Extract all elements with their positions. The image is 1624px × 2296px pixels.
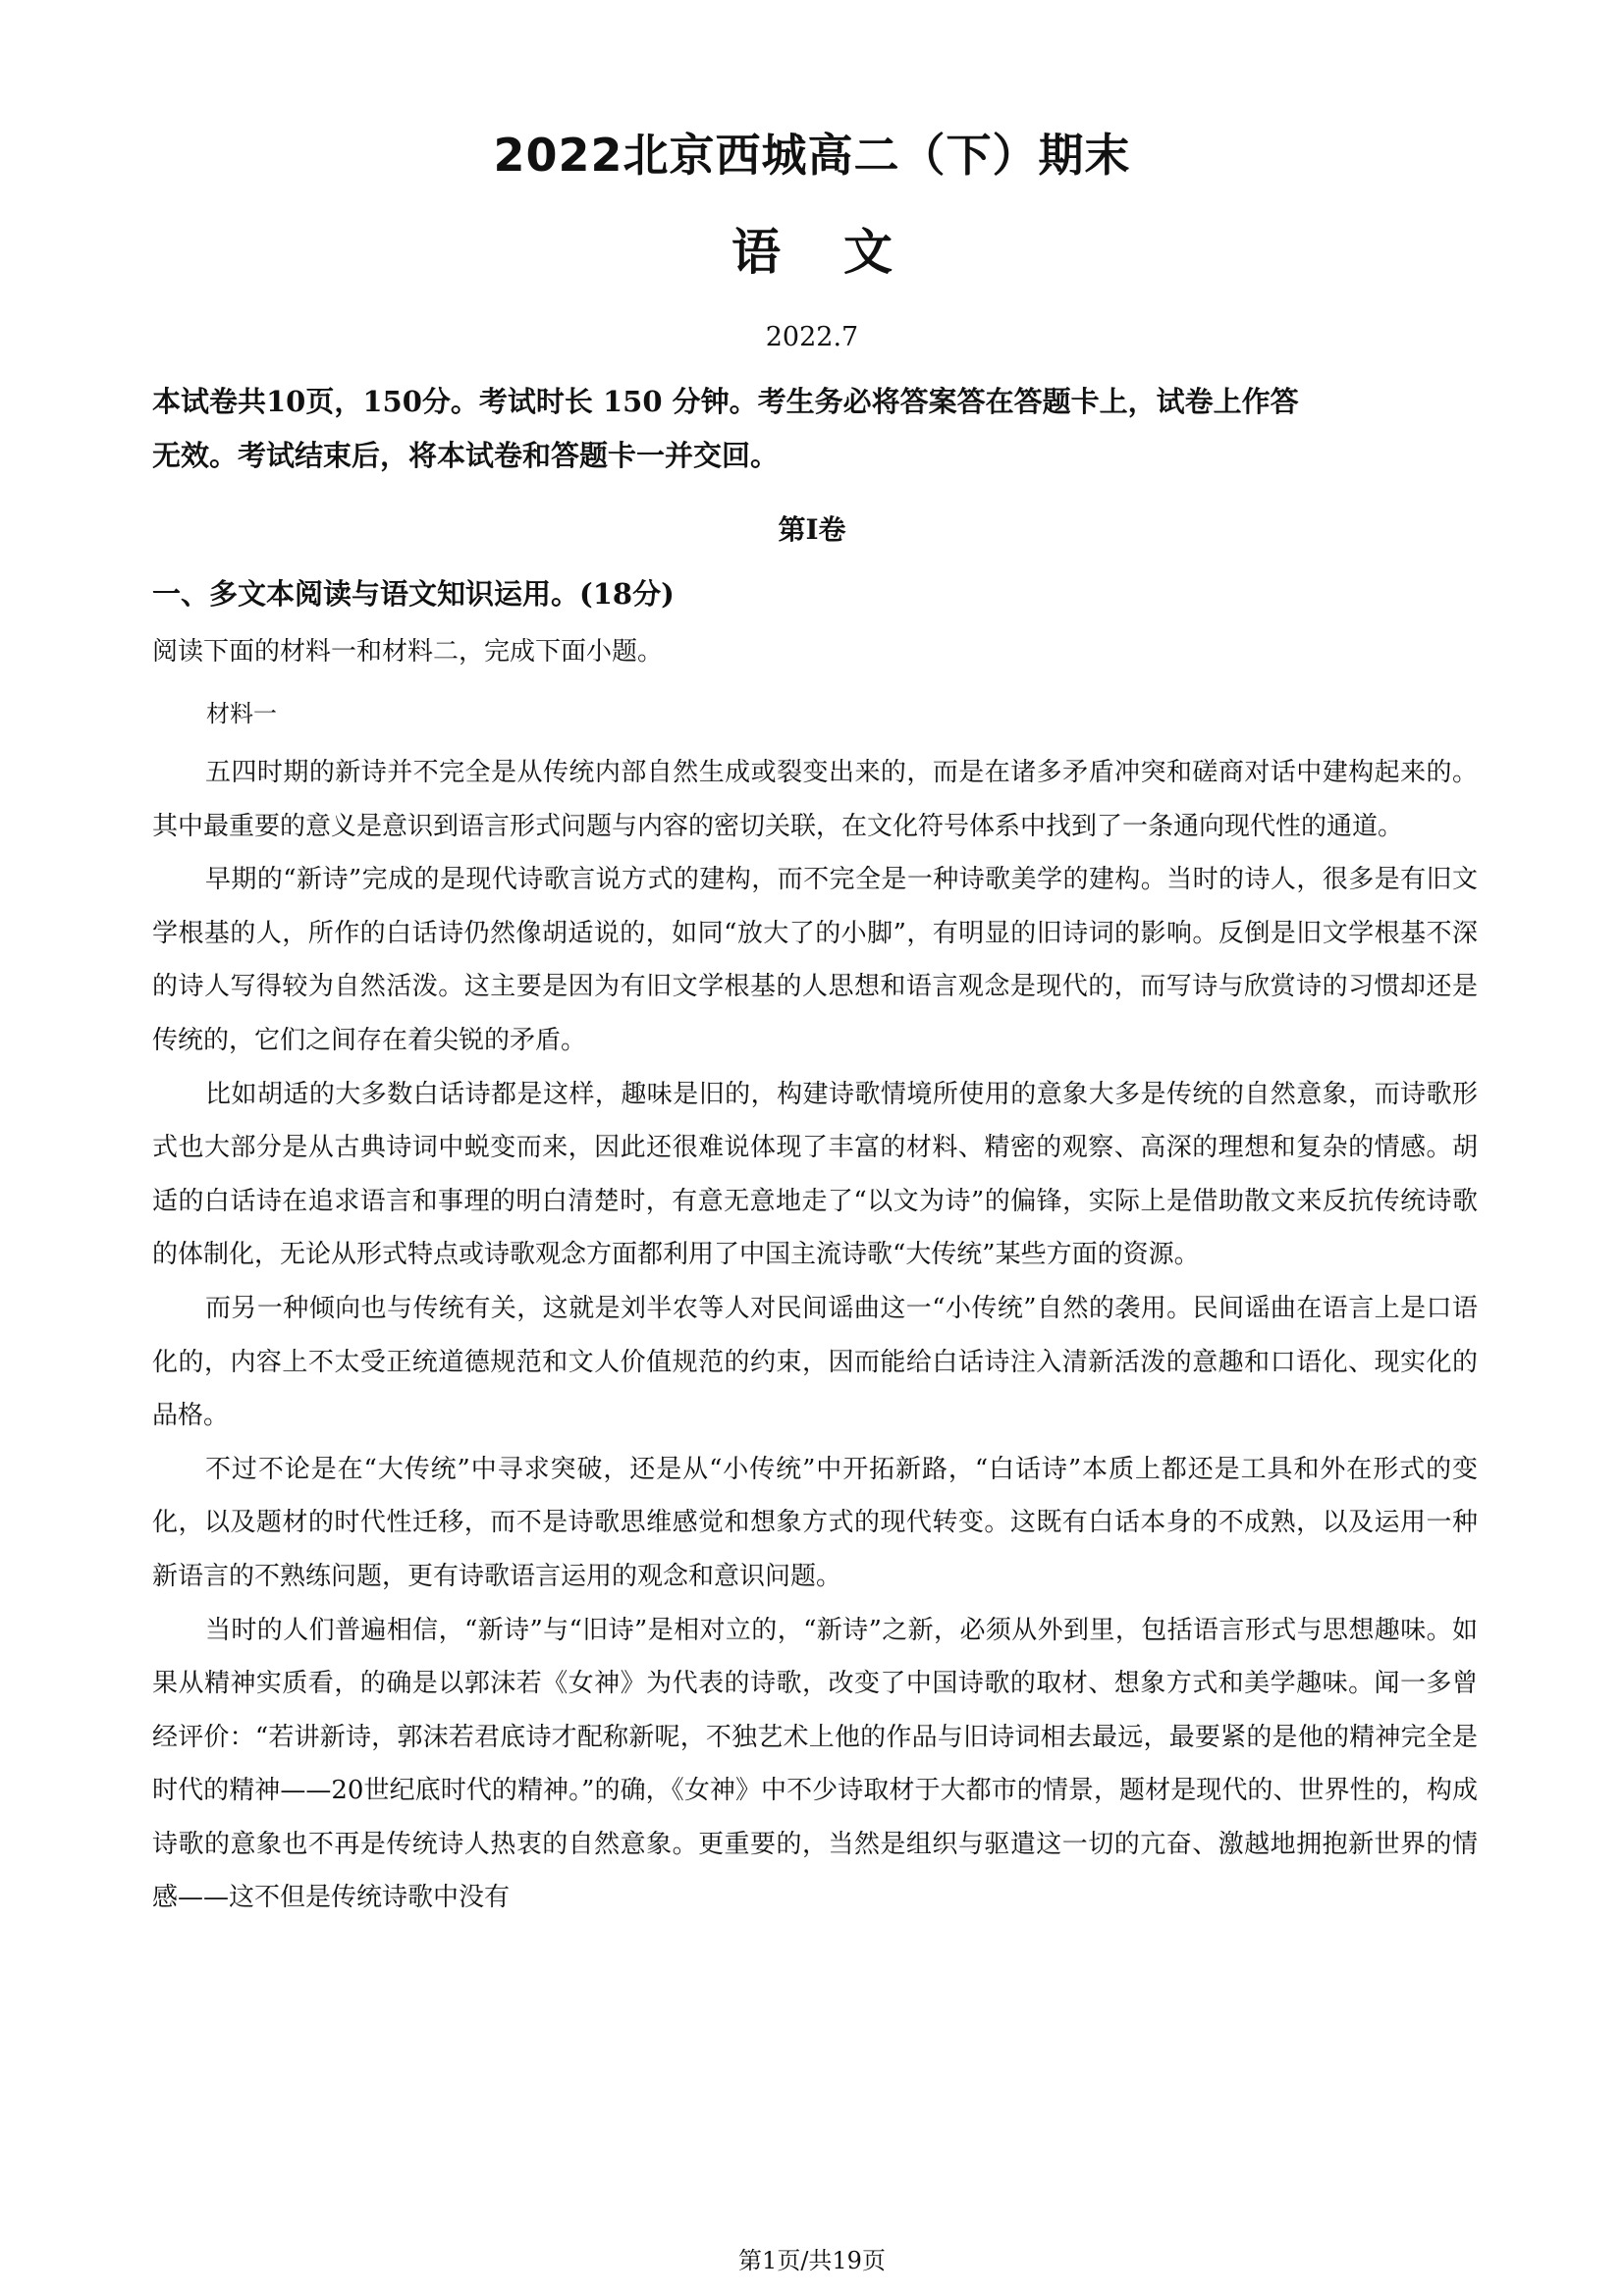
paragraph: 五四时期的新诗并不完全是从传统内部自然生成或裂变出来的，而是在诸多矛盾冲突和磋商对话中建构起来的。其中最重要的意义是意识到语言形式问题与内容的密切关联，在文化符号体系中找到了一条通向现代性的通道。	[152, 758, 1478, 841]
paragraph: 比如胡适的大多数白话诗都是这样，趣味是旧的，构建诗歌情境所使用的意象大多是传统的自然意象，而诗歌形式也大部分是从古典诗词中蜕变而来，因此还很难说体现了丰富的材料、精密的观察、高深的理想和复杂的情感。胡适的白话诗在追求语言和事理的明白清楚时，有意无意地走了“以文为诗”的偏锋，实际上是借助散文来反抗传统诗歌的体制化，无论从形式特点或诗歌观念方面都利用了中国主流诗歌“大传统”某些方面的资源。	[152, 1079, 1478, 1270]
material-body	[152, 746, 1478, 1925]
paragraph: 当时的人们普遍相信，“新诗”与“旧诗”是相对立的，“新诗”之新，必须从外到里，包括语言形式与思想趣味。如果从精神实质看，的确是以郭沫若《女神》为代表的诗歌，改变了中国诗歌的取材、想象方式和美学趣味。闻一多曾经评价：“若讲新诗，郭沫若君底诗才配称新呢，不独艺术上他的作品与旧诗词相去最远，最要紧的是他的精神完全是时代的精神——20世纪底时代的精神。”的确，《女神》中不少诗取材于大都市的情景，题材是现代的、世界性的，构成诗歌的意象也不再是传统诗人热衷的自然意象。更重要的，当然是组织与驱遣这一切的亢奋、激越地拥抱新世界的情感——这不但是传统诗歌中没有	[152, 1615, 1478, 1913]
section-heading: 一、多文本阅读与语文知识运用。(18分)	[152, 577, 675, 611]
exam-date: 2022.7	[765, 322, 859, 352]
subject-title: 语文	[731, 224, 955, 281]
paragraph: 不过不论是在“大传统”中寻求突破，还是从“小传统”中开拓新路，“白话诗”本质上都还是工具和外在形式的变化，以及题材的时代性迁移，而不是诗歌思维感觉和想象方式的现代转变。这既有白话本身的不成熟，以及运用一种新语言的不熟练问题，更有诗歌语言运用的观念和意识问题。	[152, 1454, 1478, 1591]
notice-line-2: 无效。考试结束后，将本试卷和答题卡一并交回。	[152, 439, 780, 472]
section-instruction: 阅读下面的材料一和材料二，完成下面小题。	[152, 637, 664, 667]
paragraph: 早期的“新诗”完成的是现代诗歌言说方式的建构，而不完全是一种诗歌美学的建构。当时的诗人，很多是有旧文学根基的人，所作的白话诗仍然像胡适说的，如同“放大了的小脚”，有明显的旧诗词的影响。反倒是旧文学根基不深的诗人写得较为自然活泼。这主要是因为有旧文学根基的人思想和语言观念是现代的，而写诗与欣赏诗的习惯却还是传统的，它们之间存在着尖锐的矛盾。	[152, 865, 1478, 1055]
exam-title: 2022北京西城高二（下）期末	[493, 129, 1131, 182]
exam-notice	[152, 375, 1478, 483]
notice-line-1: 本试卷共10页，150分。考试时长 150 分钟。考生务必将答案答在答题卡上，试卷上作答	[152, 385, 1299, 418]
volume-heading: 第Ⅰ卷	[778, 513, 846, 546]
material-label: 材料一	[206, 700, 277, 727]
paragraph: 而另一种倾向也与传统有关，这就是刘半农等人对民间谣曲这一“小传统”自然的袭用。民间谣曲在语言上是口语化的，内容上不太受正统道德规范和文人价值规范的约束，因而能给白话诗注入清新活泼的意趣和口语化、现实化的品格。	[152, 1293, 1478, 1431]
page-footer: 第1页/共19页	[738, 2247, 886, 2274]
